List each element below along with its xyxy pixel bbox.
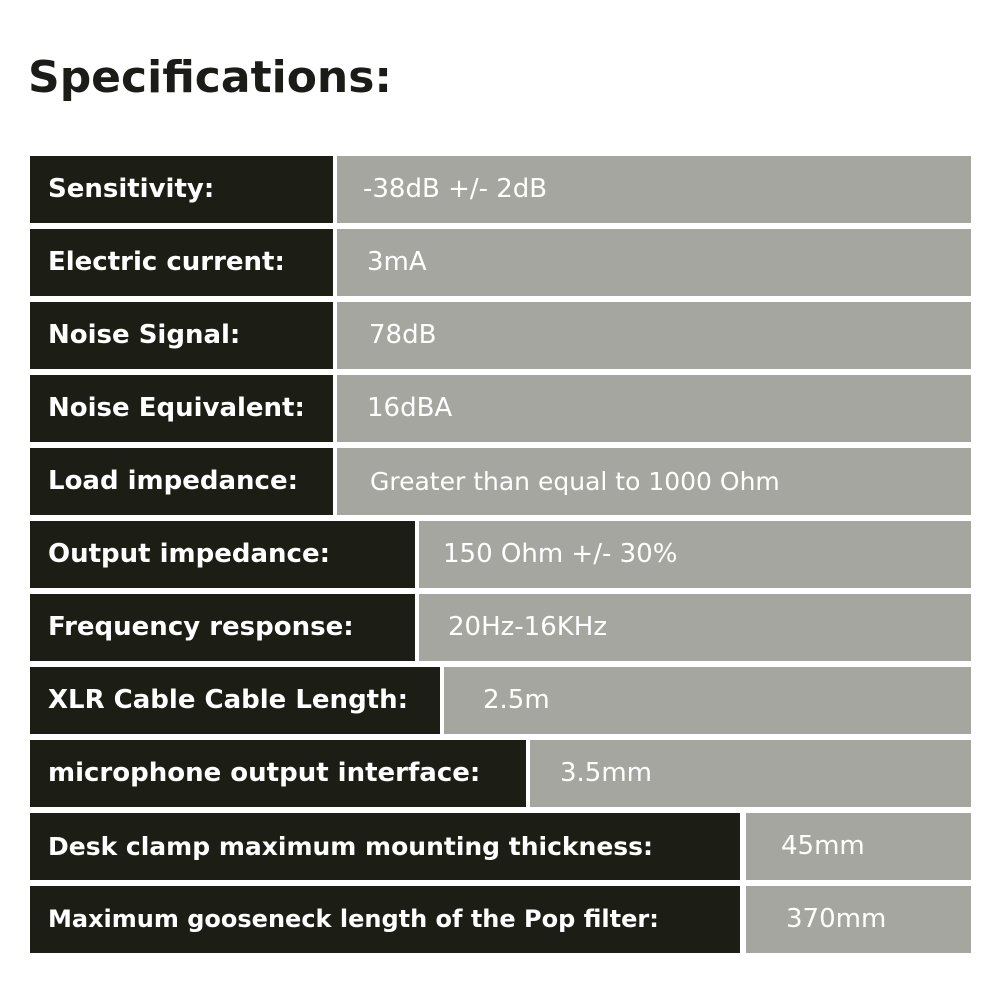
spec-label: Noise Equivalent: (30, 375, 333, 442)
spec-label: Maximum gooseneck length of the Pop filter: (30, 886, 740, 953)
spec-value: 45mm (746, 813, 971, 880)
spec-label: Desk clamp maximum mounting thickness: (30, 813, 740, 880)
spec-row-pop-filter-gooseneck-length (30, 886, 971, 953)
spec-label: Noise Signal: (30, 302, 333, 369)
spec-label: Load impedance: (30, 448, 333, 515)
spec-value: Greater than equal to 1000 Ohm (337, 448, 971, 515)
spec-row-electric-current (30, 229, 971, 296)
spec-row-noise-signal (30, 302, 971, 369)
spec-row-noise-equivalent (30, 375, 971, 442)
spec-value: 3mA (337, 229, 971, 296)
spec-row-desk-clamp-thickness (30, 813, 971, 880)
page-title: Specifications: (28, 52, 393, 103)
spec-value: 20Hz-16KHz (419, 594, 971, 661)
spec-row-sensitivity (30, 156, 971, 223)
spec-label: XLR Cable Cable Length: (30, 667, 440, 734)
spec-row-xlr-cable-length (30, 667, 971, 734)
spec-value: 150 Ohm +/- 30% (419, 521, 971, 588)
spec-label: Sensitivity: (30, 156, 333, 223)
spec-label: Frequency response: (30, 594, 415, 661)
spec-value: 78dB (337, 302, 971, 369)
spec-row-load-impedance (30, 448, 971, 515)
spec-value: 2.5m (444, 667, 971, 734)
spec-value: 16dBA (337, 375, 971, 442)
spec-label: Output impedance: (30, 521, 415, 588)
spec-label: Electric current: (30, 229, 333, 296)
spec-row-output-impedance (30, 521, 971, 588)
spec-value: 370mm (746, 886, 971, 953)
spec-label: microphone output interface: (30, 740, 526, 807)
spec-value: 3.5mm (530, 740, 971, 807)
spec-value: -38dB +/- 2dB (337, 156, 971, 223)
spec-row-microphone-output-interface (30, 740, 971, 807)
spec-row-frequency-response (30, 594, 971, 661)
